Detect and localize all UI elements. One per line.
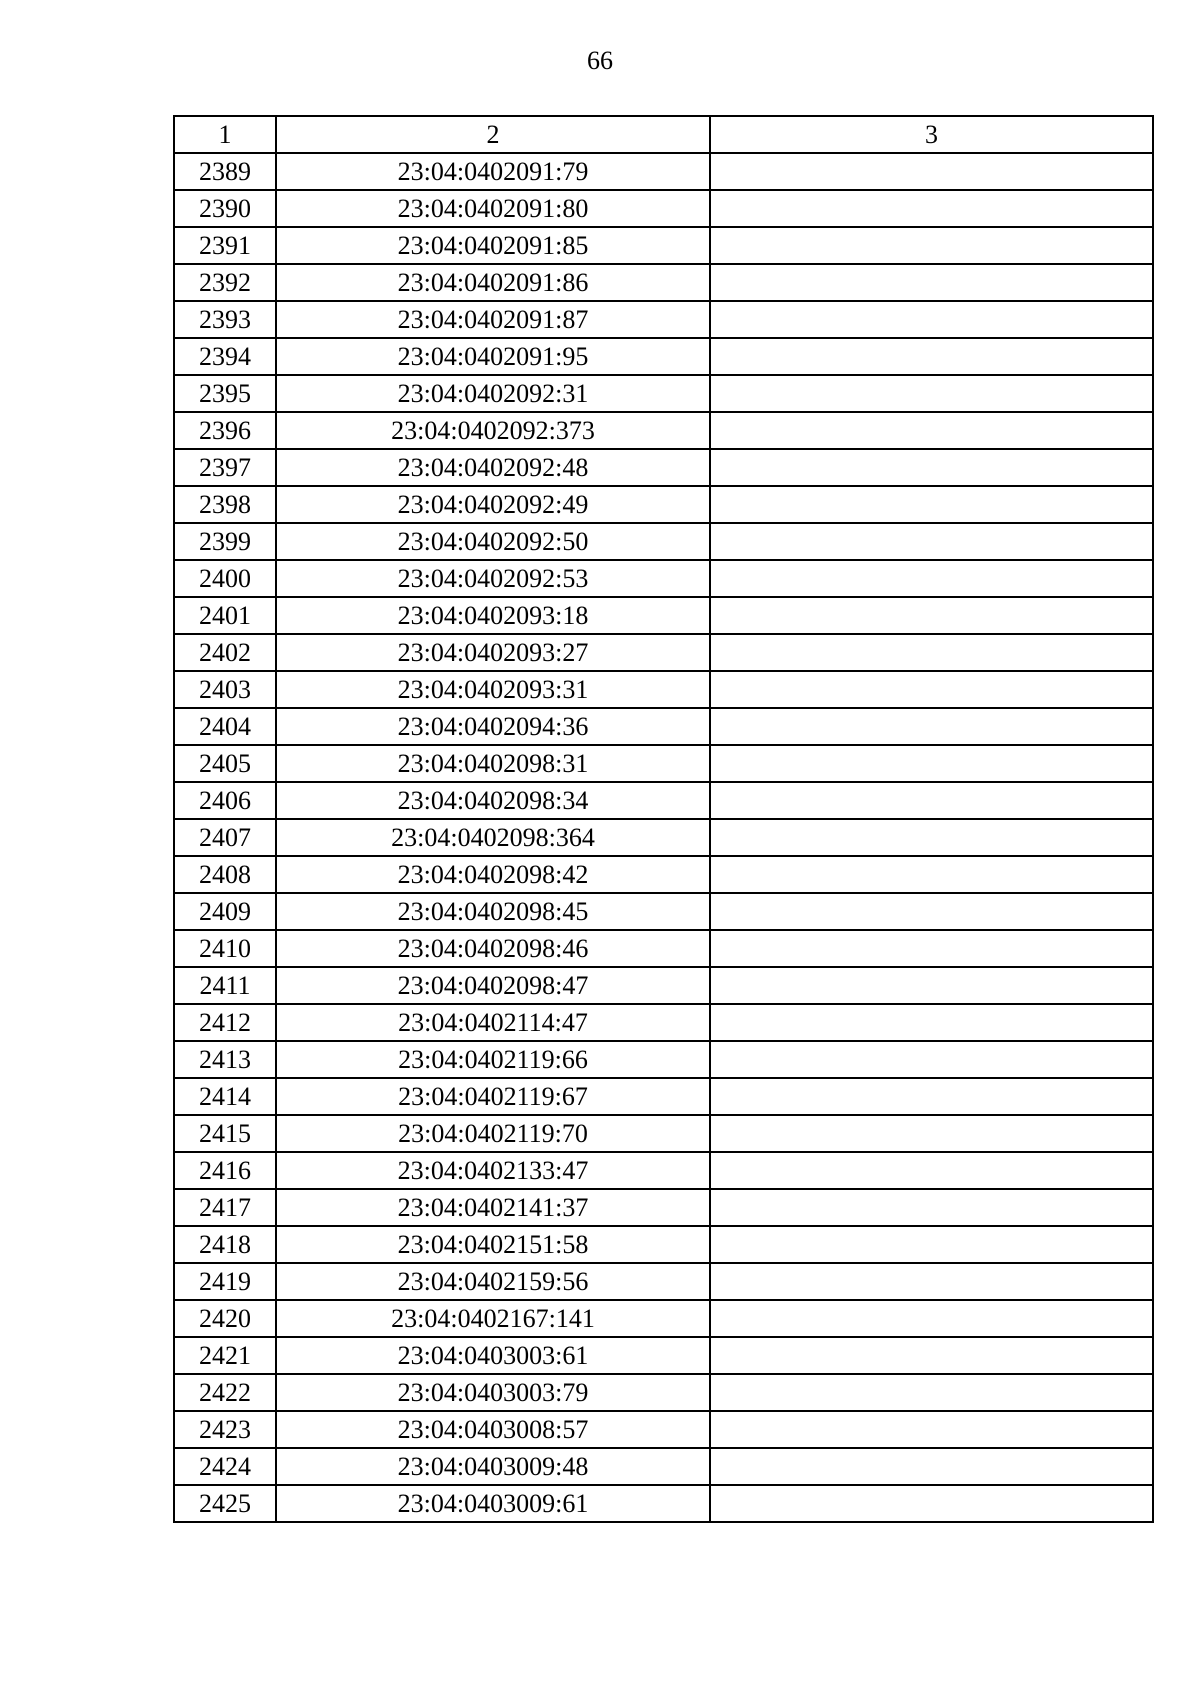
notes-cell bbox=[710, 782, 1153, 819]
table-row bbox=[174, 1226, 1153, 1263]
row-number-cell: 2424 bbox=[174, 1448, 276, 1485]
table-row bbox=[174, 1411, 1153, 1448]
cadastral-number-cell: 23:04:0402114:47 bbox=[276, 1004, 710, 1041]
row-number-cell: 2399 bbox=[174, 523, 276, 560]
row-number-cell: 2407 bbox=[174, 819, 276, 856]
page-number: 66 bbox=[587, 46, 613, 75]
notes-cell bbox=[710, 375, 1153, 412]
notes-cell bbox=[710, 967, 1153, 1004]
cadastral-number-cell: 23:04:0402092:53 bbox=[276, 560, 710, 597]
cadastral-number-cell: 23:04:0402091:80 bbox=[276, 190, 710, 227]
cadastral-number-cell: 23:04:0402167:141 bbox=[276, 1300, 710, 1337]
row-number-cell: 2409 bbox=[174, 893, 276, 930]
notes-cell bbox=[710, 745, 1153, 782]
table-row bbox=[174, 1078, 1153, 1115]
table-row bbox=[174, 856, 1153, 893]
table-row bbox=[174, 745, 1153, 782]
cadastral-number-cell: 23:04:0402133:47 bbox=[276, 1152, 710, 1189]
cadastral-number-cell: 23:04:0403003:61 bbox=[276, 1337, 710, 1374]
cadastral-number-cell: 23:04:0402141:37 bbox=[276, 1189, 710, 1226]
notes-cell bbox=[710, 264, 1153, 301]
table-row bbox=[174, 1485, 1153, 1522]
notes-cell bbox=[710, 449, 1153, 486]
notes-cell bbox=[710, 1189, 1153, 1226]
notes-cell bbox=[710, 1337, 1153, 1374]
table-row bbox=[174, 782, 1153, 819]
row-number-cell: 2408 bbox=[174, 856, 276, 893]
notes-cell bbox=[710, 819, 1153, 856]
notes-cell bbox=[710, 486, 1153, 523]
row-number-cell: 2398 bbox=[174, 486, 276, 523]
row-number-cell: 2412 bbox=[174, 1004, 276, 1041]
cadastral-number-cell: 23:04:0402091:95 bbox=[276, 338, 710, 375]
cadastral-table bbox=[173, 115, 1154, 1523]
row-number-cell: 2393 bbox=[174, 301, 276, 338]
cadastral-number-cell: 23:04:0402092:48 bbox=[276, 449, 710, 486]
notes-cell bbox=[710, 227, 1153, 264]
notes-cell bbox=[710, 671, 1153, 708]
table-row bbox=[174, 671, 1153, 708]
table-row bbox=[174, 375, 1153, 412]
notes-cell bbox=[710, 1041, 1153, 1078]
row-number-cell: 2392 bbox=[174, 264, 276, 301]
cadastral-number-cell: 23:04:0402092:31 bbox=[276, 375, 710, 412]
row-number-cell: 2413 bbox=[174, 1041, 276, 1078]
table-header-row bbox=[174, 116, 1153, 153]
row-number-cell: 2423 bbox=[174, 1411, 276, 1448]
cadastral-number-cell: 23:04:0402098:364 bbox=[276, 819, 710, 856]
notes-cell bbox=[710, 893, 1153, 930]
row-number-cell: 2390 bbox=[174, 190, 276, 227]
cadastral-number-cell: 23:04:0402093:18 bbox=[276, 597, 710, 634]
table-row bbox=[174, 1374, 1153, 1411]
cadastral-number-cell: 23:04:0402093:31 bbox=[276, 671, 710, 708]
cadastral-number-cell: 23:04:0402092:50 bbox=[276, 523, 710, 560]
row-number-cell: 2410 bbox=[174, 930, 276, 967]
cadastral-number-cell: 23:04:0403009:48 bbox=[276, 1448, 710, 1485]
table-row bbox=[174, 1189, 1153, 1226]
table-row bbox=[174, 708, 1153, 745]
notes-cell bbox=[710, 1004, 1153, 1041]
cadastral-number-cell: 23:04:0402091:79 bbox=[276, 153, 710, 190]
row-number-cell: 2402 bbox=[174, 634, 276, 671]
table-row bbox=[174, 1448, 1153, 1485]
notes-cell bbox=[710, 597, 1153, 634]
cadastral-number-cell: 23:04:0402098:46 bbox=[276, 930, 710, 967]
table-row bbox=[174, 930, 1153, 967]
row-number-cell: 2415 bbox=[174, 1115, 276, 1152]
notes-cell bbox=[710, 1115, 1153, 1152]
table-row bbox=[174, 1004, 1153, 1041]
notes-cell bbox=[710, 856, 1153, 893]
cadastral-number-cell: 23:04:0402091:85 bbox=[276, 227, 710, 264]
notes-cell bbox=[710, 1078, 1153, 1115]
table-row bbox=[174, 819, 1153, 856]
row-number-cell: 2389 bbox=[174, 153, 276, 190]
table-body bbox=[174, 153, 1153, 1522]
cadastral-number-cell: 23:04:0402092:49 bbox=[276, 486, 710, 523]
notes-cell bbox=[710, 1152, 1153, 1189]
notes-cell bbox=[710, 1374, 1153, 1411]
notes-cell bbox=[710, 708, 1153, 745]
row-number-cell: 2411 bbox=[174, 967, 276, 1004]
row-number-cell: 2396 bbox=[174, 412, 276, 449]
cadastral-number-cell: 23:04:0402119:67 bbox=[276, 1078, 710, 1115]
row-number-cell: 2421 bbox=[174, 1337, 276, 1374]
table-row bbox=[174, 1263, 1153, 1300]
notes-cell bbox=[710, 1448, 1153, 1485]
table-row bbox=[174, 486, 1153, 523]
row-number-cell: 2403 bbox=[174, 671, 276, 708]
table-row bbox=[174, 523, 1153, 560]
cadastral-number-cell: 23:04:0402094:36 bbox=[276, 708, 710, 745]
table-row bbox=[174, 449, 1153, 486]
table-row bbox=[174, 560, 1153, 597]
cadastral-number-cell: 23:04:0402091:86 bbox=[276, 264, 710, 301]
notes-cell bbox=[710, 634, 1153, 671]
row-number-cell: 2419 bbox=[174, 1263, 276, 1300]
table-row bbox=[174, 597, 1153, 634]
table-row bbox=[174, 1041, 1153, 1078]
row-number-cell: 2425 bbox=[174, 1485, 276, 1522]
table-row bbox=[174, 1300, 1153, 1337]
cadastral-number-cell: 23:04:0402098:42 bbox=[276, 856, 710, 893]
cadastral-number-cell: 23:04:0402098:47 bbox=[276, 967, 710, 1004]
row-number-cell: 2395 bbox=[174, 375, 276, 412]
cadastral-number-cell: 23:04:0402151:58 bbox=[276, 1226, 710, 1263]
table-row bbox=[174, 893, 1153, 930]
row-number-cell: 2401 bbox=[174, 597, 276, 634]
row-number-cell: 2422 bbox=[174, 1374, 276, 1411]
table-row bbox=[174, 264, 1153, 301]
table-row bbox=[174, 301, 1153, 338]
notes-cell bbox=[710, 1411, 1153, 1448]
row-number-cell: 2397 bbox=[174, 449, 276, 486]
row-number-cell: 2417 bbox=[174, 1189, 276, 1226]
table-row bbox=[174, 967, 1153, 1004]
row-number-cell: 2391 bbox=[174, 227, 276, 264]
table-row bbox=[174, 227, 1153, 264]
cadastral-number-cell: 23:04:0403003:79 bbox=[276, 1374, 710, 1411]
notes-cell bbox=[710, 1226, 1153, 1263]
cadastral-number-cell: 23:04:0402098:45 bbox=[276, 893, 710, 930]
cadastral-number-cell: 23:04:0402119:66 bbox=[276, 1041, 710, 1078]
cadastral-number-cell: 23:04:0403008:57 bbox=[276, 1411, 710, 1448]
row-number-cell: 2404 bbox=[174, 708, 276, 745]
row-number-cell: 2414 bbox=[174, 1078, 276, 1115]
cadastral-number-cell: 23:04:0402091:87 bbox=[276, 301, 710, 338]
row-number-cell: 2420 bbox=[174, 1300, 276, 1337]
table-row bbox=[174, 338, 1153, 375]
row-number-cell: 2406 bbox=[174, 782, 276, 819]
table-row bbox=[174, 412, 1153, 449]
notes-cell bbox=[710, 930, 1153, 967]
table-row bbox=[174, 1152, 1153, 1189]
row-number-cell: 2405 bbox=[174, 745, 276, 782]
row-number-cell: 2394 bbox=[174, 338, 276, 375]
table-row bbox=[174, 153, 1153, 190]
notes-cell bbox=[710, 1263, 1153, 1300]
notes-cell bbox=[710, 301, 1153, 338]
cadastral-number-cell: 23:04:0402098:31 bbox=[276, 745, 710, 782]
table-row bbox=[174, 190, 1153, 227]
cadastral-number-cell: 23:04:0403009:61 bbox=[276, 1485, 710, 1522]
row-number-cell: 2400 bbox=[174, 560, 276, 597]
cadastral-number-cell: 23:04:0402119:70 bbox=[276, 1115, 710, 1152]
notes-cell bbox=[710, 412, 1153, 449]
row-number-cell: 2416 bbox=[174, 1152, 276, 1189]
notes-cell bbox=[710, 1300, 1153, 1337]
cadastral-number-cell: 23:04:0402093:27 bbox=[276, 634, 710, 671]
cadastral-number-cell: 23:04:0402159:56 bbox=[276, 1263, 710, 1300]
notes-cell bbox=[710, 338, 1153, 375]
table-row bbox=[174, 1115, 1153, 1152]
column-header-3: 3 bbox=[710, 116, 1153, 153]
notes-cell bbox=[710, 190, 1153, 227]
column-header-1: 1 bbox=[174, 116, 276, 153]
table-row bbox=[174, 1337, 1153, 1374]
notes-cell bbox=[710, 153, 1153, 190]
cadastral-number-cell: 23:04:0402092:373 bbox=[276, 412, 710, 449]
column-header-2: 2 bbox=[276, 116, 710, 153]
cadastral-number-cell: 23:04:0402098:34 bbox=[276, 782, 710, 819]
notes-cell bbox=[710, 1485, 1153, 1522]
notes-cell bbox=[710, 560, 1153, 597]
table-row bbox=[174, 634, 1153, 671]
row-number-cell: 2418 bbox=[174, 1226, 276, 1263]
notes-cell bbox=[710, 523, 1153, 560]
